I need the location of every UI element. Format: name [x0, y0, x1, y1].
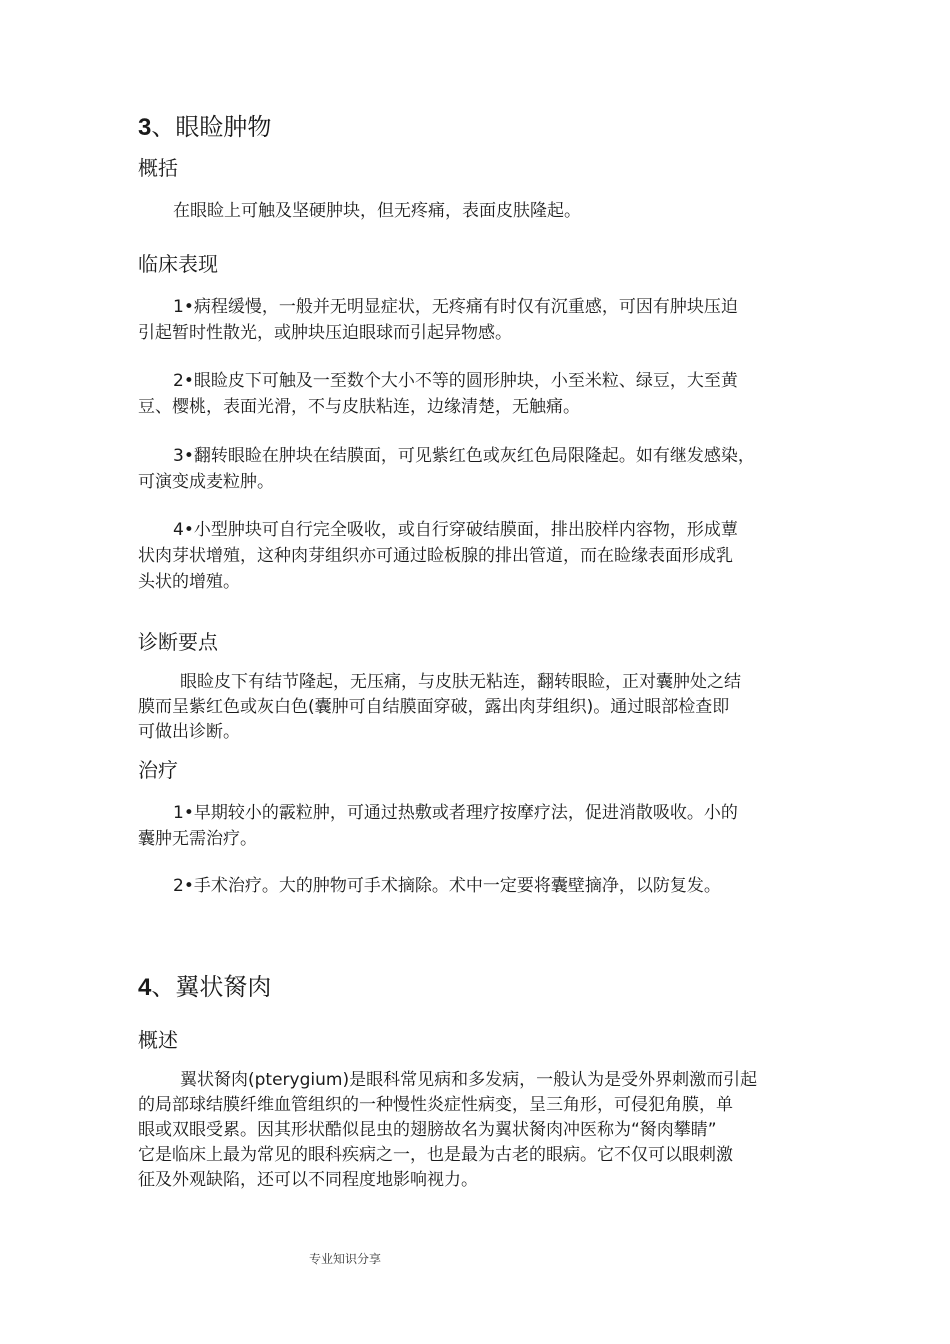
paragraph-line: 头状的增殖。 [138, 572, 240, 592]
paragraph-line: 可演变成麦粒肿。 [138, 472, 274, 492]
section-4-title-text: 、翼状胬肉 [151, 973, 272, 1001]
diagnosis-paragraph [138, 670, 818, 745]
clinical-item-2 [138, 368, 818, 420]
clinical-item-4 [138, 517, 818, 595]
paragraph-line: 囊肿无需治疗。 [138, 829, 257, 849]
section-4-overview-heading: 概述 [138, 1028, 178, 1052]
page-footer: 专业知识分享 [309, 1252, 382, 1266]
paragraph-line: 征及外观缺陷，还可以不同程度地影响视力。 [138, 1170, 478, 1190]
section-3-title-text: 、眼睑肿物 [151, 113, 272, 141]
section-3-treatment-heading: 治疗 [138, 758, 178, 782]
section-4-overview-paragraph [138, 1068, 818, 1193]
treatment-item-1 [138, 800, 818, 852]
section-3-title [138, 112, 271, 143]
paragraph-line: 眼或双眼受累。因其形状酷似昆虫的翅膀故名为翼状胬肉冲医称为“胬肉攀睛” [138, 1120, 717, 1140]
paragraph-line: 4•小型肿块可自行完全吸收，或自行穿破结膜面，排出胶样内容物，形成蕈 [173, 520, 738, 540]
section-3-diagnosis-heading: 诊断要点 [138, 630, 218, 654]
section-3-clinical-heading: 临床表现 [138, 252, 218, 276]
paragraph-line: 3•翻转眼睑在肿块在结膜面，可见紫红色或灰红色局限隆起。如有继发感染， [173, 446, 755, 466]
paragraph-line: 它是临床上最为常见的眼科疾病之一，也是最为古老的眼病。它不仅可以眼刺激 [138, 1145, 733, 1165]
paragraph-line: 豆、樱桃，表面光滑，不与皮肤粘连，边缘清楚，无触痛。 [138, 397, 580, 417]
paragraph-line: 眼睑皮下有结节隆起，无压痛，与皮肤无粘连，翻转眼睑，正对囊肿处之结 [180, 672, 741, 692]
paragraph-line: 1•病程缓慢，一般并无明显症状，无疼痛有时仅有沉重感，可因有肿块压迫 [173, 297, 738, 317]
paragraph-line: 2•眼睑皮下可触及一至数个大小不等的圆形肿块，小至米粒、绿豆，大至黄 [173, 371, 738, 391]
paragraph-line: 2•手术治疗。大的肿物可手术摘除。术中一定要将囊壁摘净，以防复发。 [173, 876, 721, 896]
section-4-title [138, 972, 271, 1003]
clinical-item-1 [138, 294, 818, 346]
paragraph-line: 引起暂时性散光，或肿块压迫眼球而引起异物感。 [138, 323, 512, 343]
section-3-number: 3 [138, 114, 152, 141]
paragraph-line: 可做出诊断。 [138, 722, 240, 742]
clinical-item-3 [138, 443, 818, 495]
paragraph-line: 膜而呈紫红色或灰白色(囊肿可自结膜面穿破，露出肉芽组织)。通过眼部检查即 [138, 697, 730, 717]
paragraph-line: 的局部球结膜纤维血管组织的一种慢性炎症性病变，呈三角形，可侵犯角膜，单 [138, 1095, 733, 1115]
paragraph-line: 1•早期较小的霰粒肿，可通过热敷或者理疗按摩疗法，促进消散吸收。小的 [173, 803, 738, 823]
paragraph-line: 在眼睑上可触及坚硬肿块，但无疼痛，表面皮肤隆起。 [173, 201, 581, 221]
section-3-overview-heading: 概括 [138, 156, 178, 180]
treatment-item-2 [138, 873, 818, 899]
section-4-number: 4 [138, 974, 152, 1001]
paragraph-line: 翼状胬肉(pterygium)是眼科常见病和多发病，一般认为是受外界刺激而引起 [180, 1070, 758, 1090]
section-3-overview-paragraph [138, 198, 818, 224]
paragraph-line: 状肉芽状增殖，这种肉芽组织亦可通过睑板腺的排出管道，而在睑缘表面形成乳 [138, 546, 733, 566]
